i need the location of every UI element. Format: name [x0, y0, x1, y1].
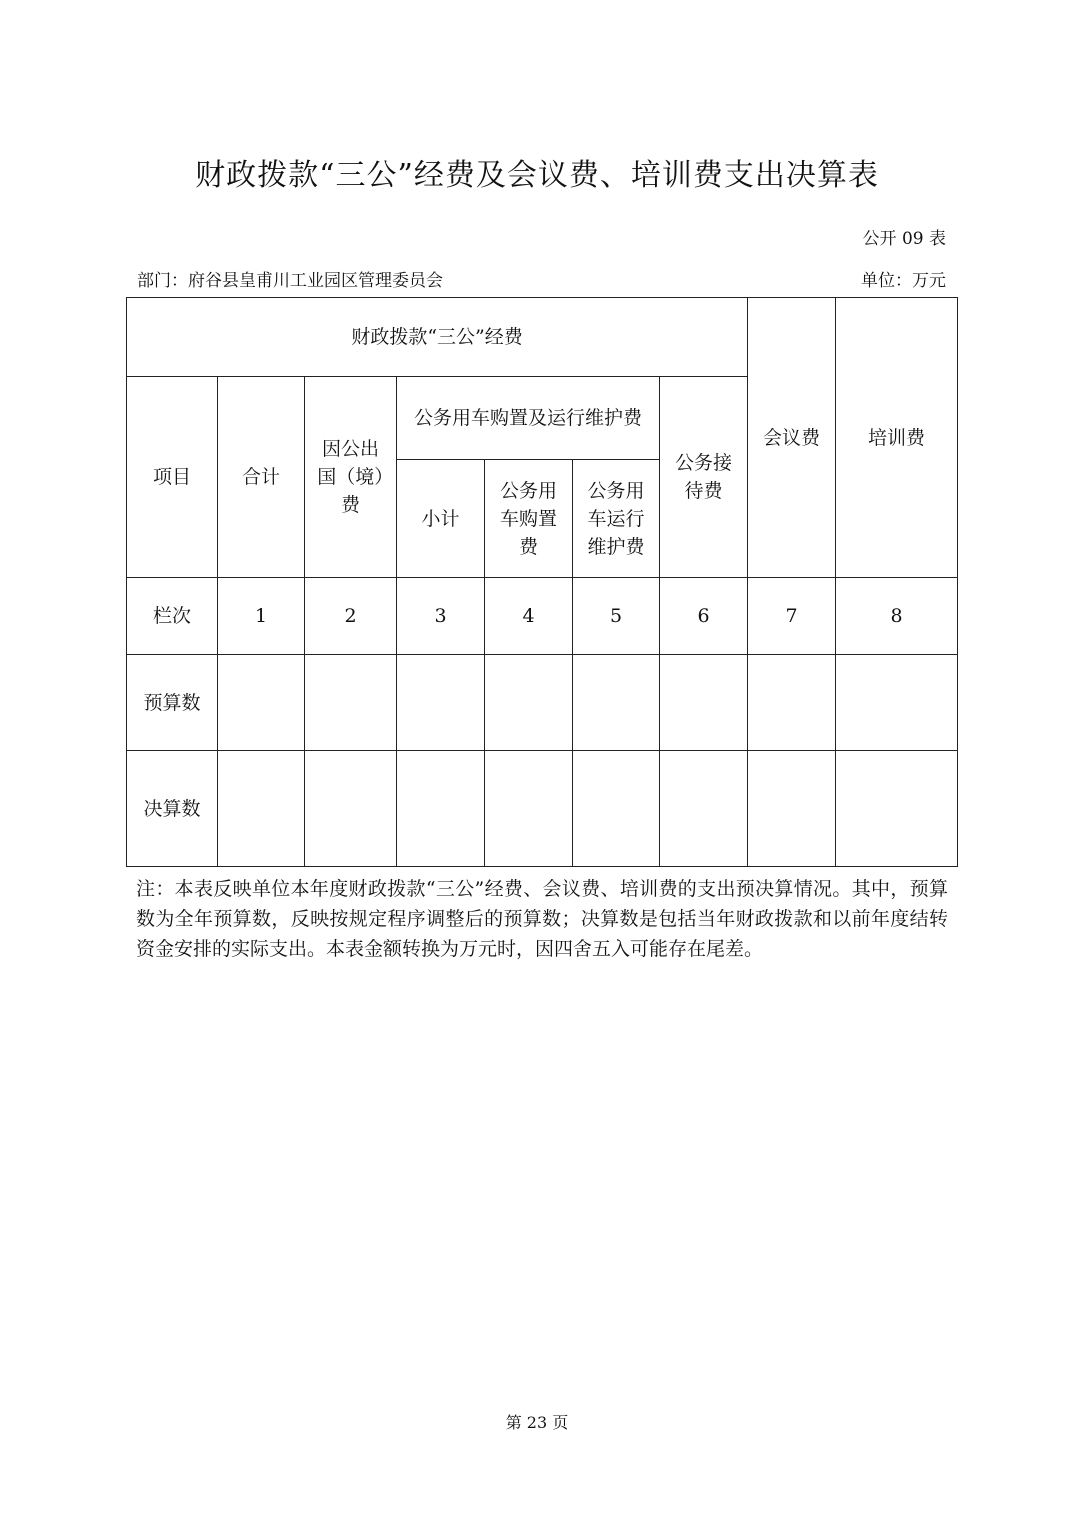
page-title: 财政拨款“三公”经费及会议费、培训费支出决算表 [195, 158, 879, 193]
header-vehicle-purchase-text: 公务用车购置费 [499, 479, 557, 558]
col-number: 5 [573, 578, 660, 655]
header-total: 合计 [218, 377, 305, 578]
form-number: 公开 09 表 [862, 229, 946, 249]
header-reception-text: 公务接待费 [675, 452, 733, 502]
budget-cell [836, 655, 958, 751]
col-number: 6 [660, 578, 748, 655]
final-cell [660, 751, 748, 867]
final-cell [748, 751, 836, 867]
final-cell [573, 751, 660, 867]
three-public-group-header: 财政拨款“三公”经费 [127, 298, 748, 377]
col-number: 2 [305, 578, 397, 655]
expenditure-table [126, 297, 958, 867]
budget-cell [218, 655, 305, 751]
final-cell [218, 751, 305, 867]
unit-label: 单位：万元 [861, 271, 946, 291]
header-training-fee: 培训费 [836, 298, 958, 578]
department-label: 部门：府谷县皇甫川工业园区管理委员会 [137, 271, 443, 291]
table-note: 注：本表反映单位本年度财政拨款“三公”经费、会议费、培训费的支出预决算情况。其中，预算数为全年预算数，反映按规定程序调整后的预算数；决算数是包括当年财政拨款和以前年度结转资金安排的实际支出。本表金额转换为万元时，因四舍五入可能存在尾差。 [136, 878, 948, 960]
col-number: 7 [748, 578, 836, 655]
col-number: 1 [218, 578, 305, 655]
row-budget-label: 预算数 [127, 655, 218, 751]
final-cell [485, 751, 573, 867]
budget-cell [305, 655, 397, 751]
col-number: 8 [836, 578, 958, 655]
header-vehicle-purchase [485, 460, 573, 578]
final-cell [305, 751, 397, 867]
header-vehicle-operation [573, 460, 660, 578]
header-abroad-fee [305, 377, 397, 578]
header-subtotal: 小计 [397, 460, 485, 578]
final-cell [397, 751, 485, 867]
budget-cell [748, 655, 836, 751]
header-meeting-fee: 会议费 [748, 298, 836, 578]
header-vehicle-operation-text: 公务用车运行维护费 [587, 479, 645, 558]
budget-cell [397, 655, 485, 751]
row-final-label: 决算数 [127, 751, 218, 867]
col-number: 4 [485, 578, 573, 655]
vehicle-group-header: 公务用车购置及运行维护费 [397, 377, 660, 460]
row-index-label: 栏次 [127, 578, 218, 655]
header-reception-fee [660, 377, 748, 578]
budget-cell [660, 655, 748, 751]
header-item: 项目 [127, 377, 218, 578]
budget-cell [573, 655, 660, 751]
page-number: 第 23 页 [505, 1413, 569, 1432]
budget-cell [485, 655, 573, 751]
header-abroad-text: 因公出国（境）费 [317, 438, 384, 516]
col-number: 3 [397, 578, 485, 655]
final-cell [836, 751, 958, 867]
